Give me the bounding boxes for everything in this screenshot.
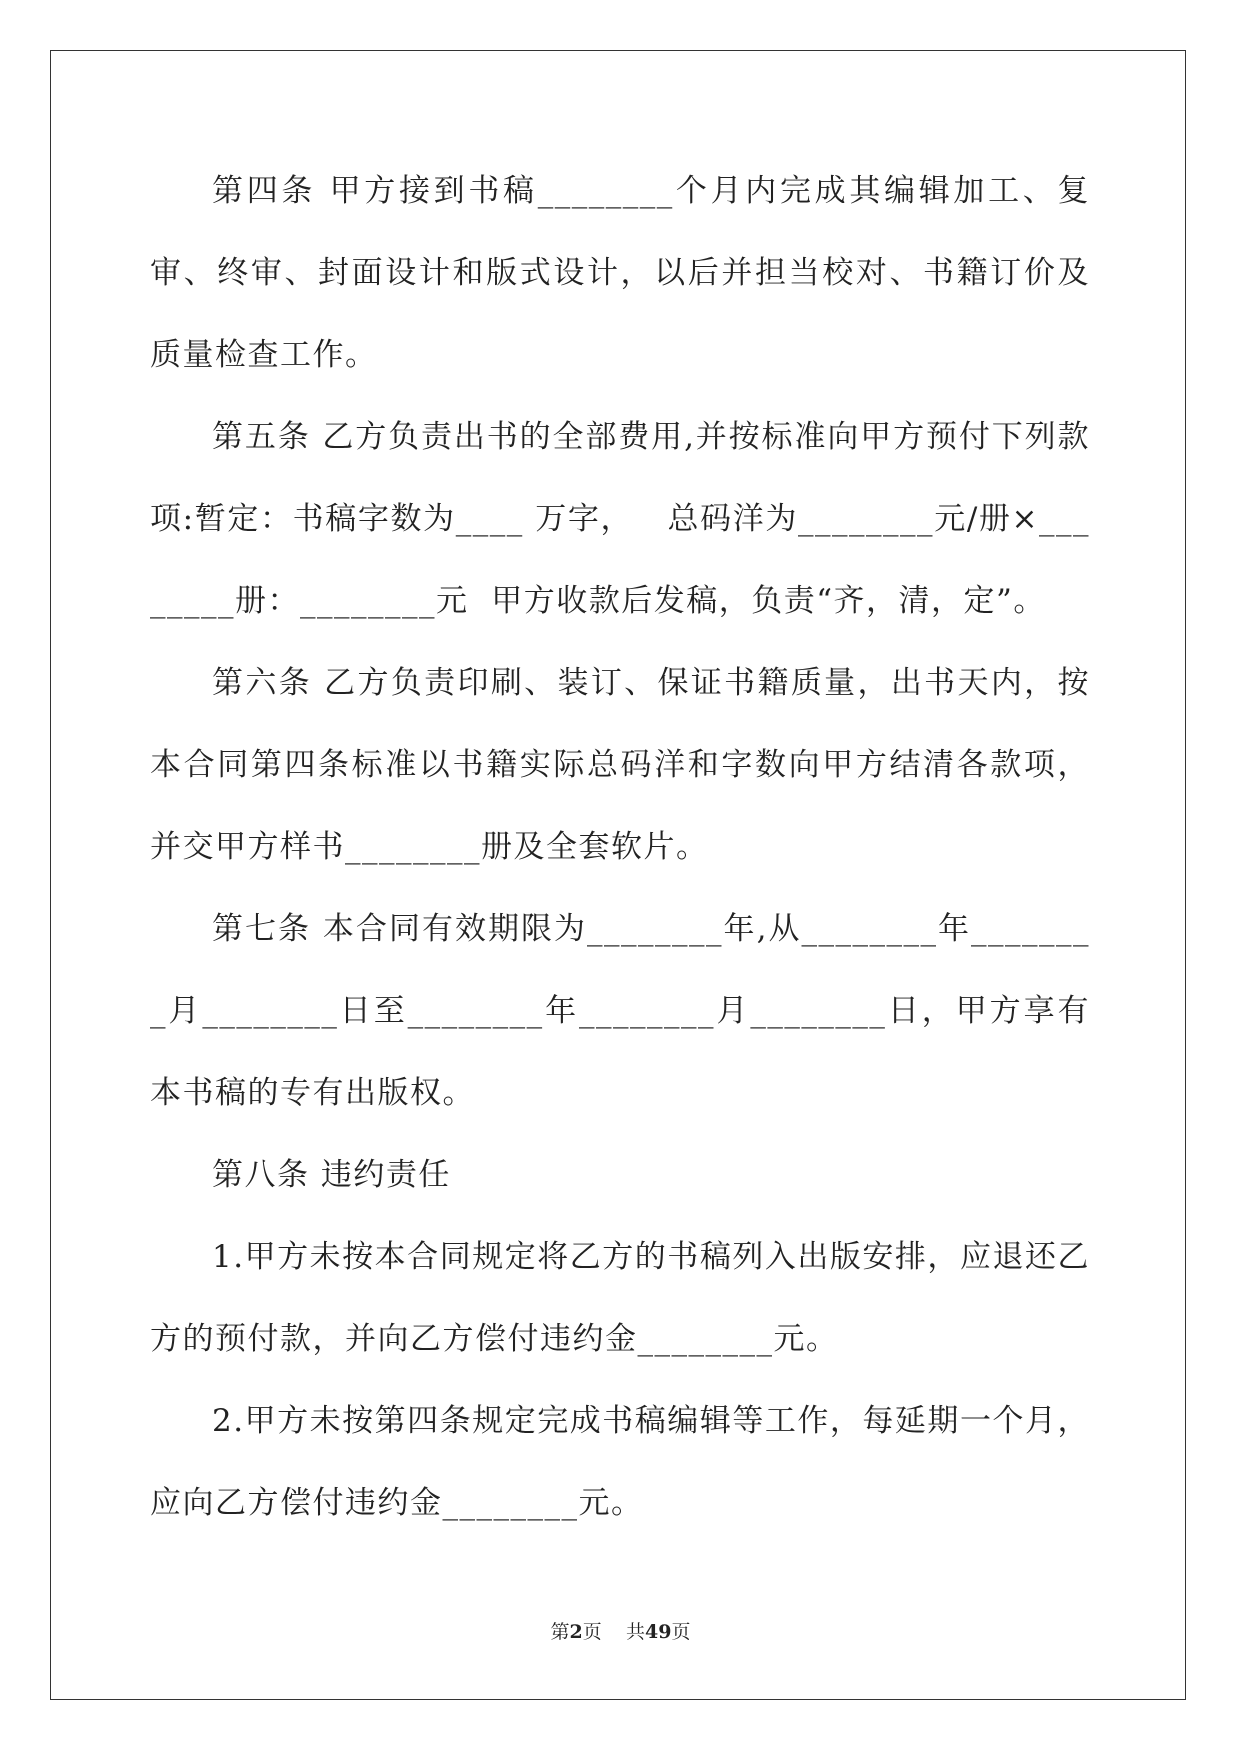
- page-footer: [0, 1617, 1241, 1644]
- footer-total-label: 页: [671, 1621, 691, 1643]
- footer-total-prefix: 共: [625, 1621, 645, 1643]
- footer-prefix: 第: [550, 1621, 570, 1643]
- article-8-clause-2: 2.甲方未按第四条规定完成书稿编辑等工作，每延期一个月，应向乙方偿付违约金________元。: [150, 1403, 1090, 1521]
- article-8-clause-1: 1.甲方未按本合同规定将乙方的书稿列入出版安排，应退还乙方的预付款，并向乙方偿付违约金________元。: [150, 1239, 1090, 1357]
- article-8-heading: 第八条 违约责任: [212, 1157, 451, 1193]
- article-5-paragraph: 第五条 乙方负责出书的全部费用,并按标准向甲方预付下列款项:暂定：书稿字数为____ 万字， 总码洋为________元/册×________册：________元 甲方收款后发稿，负责“齐，清，定”。: [150, 419, 1090, 619]
- footer-page-label: 页: [582, 1621, 602, 1643]
- article-4-paragraph: 第四条 甲方接到书稿________个月内完成其编辑加工、复审、终审、封面设计和版式设计，以后并担当校对、书籍订价及质量检查工作。: [150, 173, 1090, 373]
- article-7-paragraph: 第七条 本合同有效期限为________年,从________年________月________日至________年________月________日，甲方享有本书稿的专有出版权。: [150, 911, 1090, 1111]
- document-body: [150, 150, 1090, 1544]
- total-pages-number: 49: [644, 1621, 672, 1643]
- current-page-number: 2: [569, 1621, 583, 1643]
- article-6-paragraph: 第六条 乙方负责印刷、装订、保证书籍质量，出书天内，按本合同第四条标准以书籍实际总码洋和字数向甲方结清各款项，并交甲方样书________册及全套软片。: [150, 665, 1090, 865]
